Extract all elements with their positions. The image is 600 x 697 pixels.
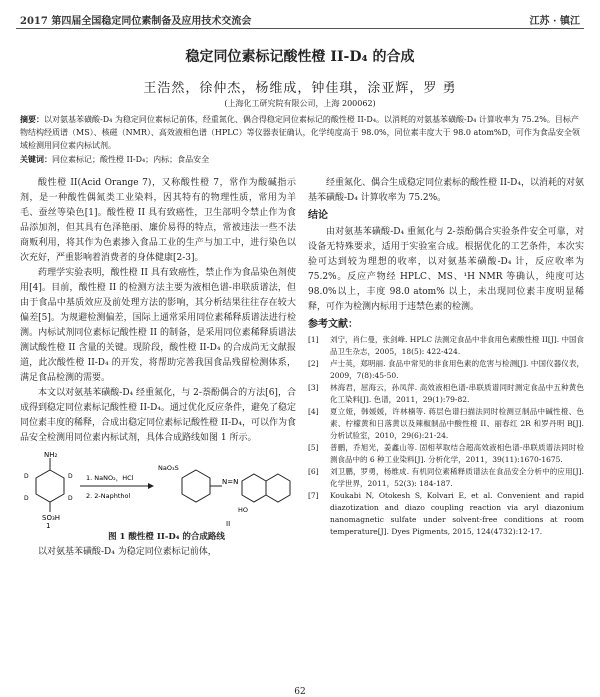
- svg-text:NH₂: NH₂: [44, 451, 58, 459]
- intro-paragraph-2: 药理学实验表明，酸性橙 II 具有致癌性，禁止作为食品染色剂使用[4]。目前，酸性橙 II 的检测方法主要为液相色谱-串联质谱法，但由于食品中基质效应及前处理方法的影响，其分析结果往往存在较大偏差[5]。为规避检测偏差，国际上通常采用同位素稀释质谱法进行检测。内标试剂同位素标记酸性橙 II 的制备，是采用同位素稀释质谱法测试酸性橙 II 含量的关键。现阶段，酸性橙 II-D₄ 的合成尚无文献报道，此次酸性橙 II-D₄ 的开发，将帮助完善我国食品残留检测体系，满足食品检测的需要。: [20, 268, 296, 383]
- reference-text: 刘卫鹏，罗勇，杨维成. 有机同位素稀释质谱法在食品安全分析中的应用[J]. 化学世界，2011，52(3): 184-187.: [330, 467, 584, 488]
- scheme-compound-2: II: [226, 520, 231, 528]
- abstract-label: 摘要：: [20, 115, 44, 124]
- intro-paragraph-3: 本文以对氨基苯磺酸-D₄ 经重氮化，与 2-萘酚偶合的方法[6]，合成得到稳定同位素标记酸性橙 II-D₄。通过优化反应条件，避免了稳定同位素丰度的稀释，合成出稳定同位素标记酸性橙 II-D₄，可以作为食品安全检测用同位素内标试剂，具体合成路线如图 1 所示。: [20, 388, 296, 443]
- svg-text:N=N: N=N: [222, 478, 239, 486]
- product-ring-3: [266, 474, 290, 502]
- reference-number: [2]: [308, 359, 319, 368]
- page-number: 62: [294, 687, 306, 697]
- svg-text:NaO₃S: NaO₃S: [158, 464, 179, 472]
- reference-item: [308, 442, 584, 466]
- svg-text:D: D: [68, 473, 73, 480]
- reference-item: [308, 490, 584, 538]
- reactant-ring: [36, 470, 64, 502]
- running-header: [14, 10, 586, 28]
- svg-text:SO₃H: SO₃H: [42, 514, 61, 522]
- scheme-compound-1: 1: [46, 522, 51, 528]
- figure-caption: 图 1 酸性橙 II-D₄ 的合成路线: [108, 532, 225, 542]
- header-divider: [16, 28, 584, 29]
- paper-title: 稳定同位素标记酸性橙 II-D₄ 的合成: [185, 49, 415, 65]
- reference-text: 林海君，屈海云，孙凤萍. 高效液相色谱-串联质谱同时测定食品中五种黄色化工染料[J]. 色谱，2011，29(1):79-82.: [330, 383, 584, 404]
- paper-affiliation: (上海化工研究院有限公司，上海 200062): [224, 99, 376, 108]
- references-heading: 参考文献：: [308, 319, 358, 330]
- keywords: [20, 154, 580, 165]
- keywords-label: 关键词：: [20, 154, 52, 164]
- reference-text: Koukabi N, Otokesh S, Kolvari E, et al. Convenient and rapid diazotization and diazo coupling reaction via aryl diazonium nanomagnetic sulfate under solvent-free conditions at room temperature[J]. Dyes Pigments, 2015, 124(4732):12-17.: [330, 491, 584, 536]
- reference-text: 夏立娅，韩媛媛，许林楠等. 蒋层色谱扫描法同时检测豆制品中碱性橙、色素、柠檬黄和日落黄以及辣椒制品中酸性橙 II、丽春红 2R 和罗丹明 B[J]. 分析试验室，2010，29(6):21-24.: [330, 407, 584, 440]
- reference-list: [308, 334, 584, 538]
- keywords-text: 同位素标记；酸性橙 II-D₄；内标；食品安全: [52, 155, 210, 164]
- header-location: 江苏 · 镇江: [529, 16, 580, 27]
- reference-text: 刘宁，肖仁曼，张剑峰. HPLC 法测定食品中非食用色素酸性橙 II[J]. 中国食品卫生杂志，2005，18(5): 422-424.: [330, 335, 584, 356]
- results-paragraph: 经重氮化、偶合生成稳定同位素标的酸性橙 II-D₄，以消耗的对氨基苯磺酸-D₄ 计算收率为 75.2%。: [308, 178, 584, 203]
- conclusion-paragraph: 由对氨基苯磺酸-D₄ 重氮化与 2-萘酚偶合实验条件安全可靠，对设备无特殊要求，适用于实验室合成。根据优化的工艺条件，本次实验可达到较为理想的收率，以对氨基苯磺酸-D₄ 计，反应收率为 75.2%。反应产物经 HPLC、MS、¹H NMR 等确认，纯度可达 98.0%以上，丰度 98.0 atom% 以上，未出现同位素丰度明显稀释，可作为检测内标用于违禁色素的检测。: [308, 227, 584, 312]
- reference-item: [308, 334, 584, 358]
- synthesis-scheme: [20, 448, 296, 528]
- reference-text: 卢士英，郑明丽. 食品中常见的非食用色素的危害与检测[J]. 中国仪器仪表，2009，7(8):45-50.: [330, 359, 584, 380]
- scheme-reagent-2: 2. 2-Naphthol: [86, 492, 131, 500]
- reference-number: [3]: [308, 383, 319, 392]
- intro-paragraph-1: 酸性橙 II(Acid Orange 7)，又称酸性橙 7，常作为酸碱指示剂，是一种酸性偶氮类工业染料，因其特有的物理性质，常用为羊毛、蚕丝等染色[1]。酸性橙 II 具有致癌性，卫生部明令禁止作为食品添加剂，但其具有色泽艳丽、廉价易得的特点，常被违法一些不法商贩利用，将其作为色素掺入食品工业的生产与加工中，进行染色以次充好，严重影响着消费者的身体健康[2-3]。: [20, 178, 296, 263]
- abstract: [20, 113, 580, 152]
- reference-number: [4]: [308, 407, 319, 416]
- reference-item: [308, 466, 584, 490]
- reference-number: [1]: [308, 335, 319, 344]
- scheme-reagent-1: 1. NaNO₂，HCl: [86, 474, 134, 482]
- paper-authors: 王浩然，徐仲杰，杨维成，钟佳琪，涂亚辉，罗 勇: [143, 81, 457, 96]
- reference-number: [6]: [308, 467, 319, 476]
- right-column: [308, 176, 584, 538]
- svg-text:D: D: [68, 495, 73, 502]
- reference-item: [308, 406, 584, 442]
- reference-text: 普鹏，乔旭光，姜鑫山等. 固相萃取结合超高效液相色谱-串联质谱法同时检测食品中的 6 种工业染料[J]. 分析化学，2011，39(11):1670-1675.: [330, 443, 584, 464]
- svg-text:D: D: [24, 473, 29, 480]
- reference-item: [308, 358, 584, 382]
- header-conference: 2017 第四届全国稳定同位素制备及应用技术交流会: [20, 16, 252, 27]
- reference-item: [308, 382, 584, 406]
- product-ring-2: [242, 474, 266, 502]
- product-ring-1: [182, 470, 210, 502]
- svg-text:D: D: [24, 495, 29, 502]
- reference-number: [7]: [308, 491, 319, 500]
- intro-paragraph-4: 以对氨基苯磺酸-D₄ 为稳定同位素标记前体，: [38, 547, 217, 557]
- abstract-text: 以对氨基苯磺酸-D₄ 为稳定同位素标记前体，经重氮化、偶合得稳定同位素标记的酸性橙 II-D₄。以消耗的对氨基苯磺酸-D₄ 计算收率为 75.2%。目标产物结构经质谱（MS）、核磁（NMR）、高效液相色谱（HPLC）等仪器表征确认，化学纯度高于 98.0%，同位素丰度大于 98.0 atom%D，可作为食品安全领域检测用同位素内标试剂。: [20, 115, 580, 150]
- conclusion-heading: 结论: [308, 210, 328, 221]
- scheme-drawing: [20, 448, 296, 528]
- svg-text:HO: HO: [238, 506, 249, 514]
- reference-number: [5]: [308, 443, 319, 452]
- left-column: [20, 176, 296, 560]
